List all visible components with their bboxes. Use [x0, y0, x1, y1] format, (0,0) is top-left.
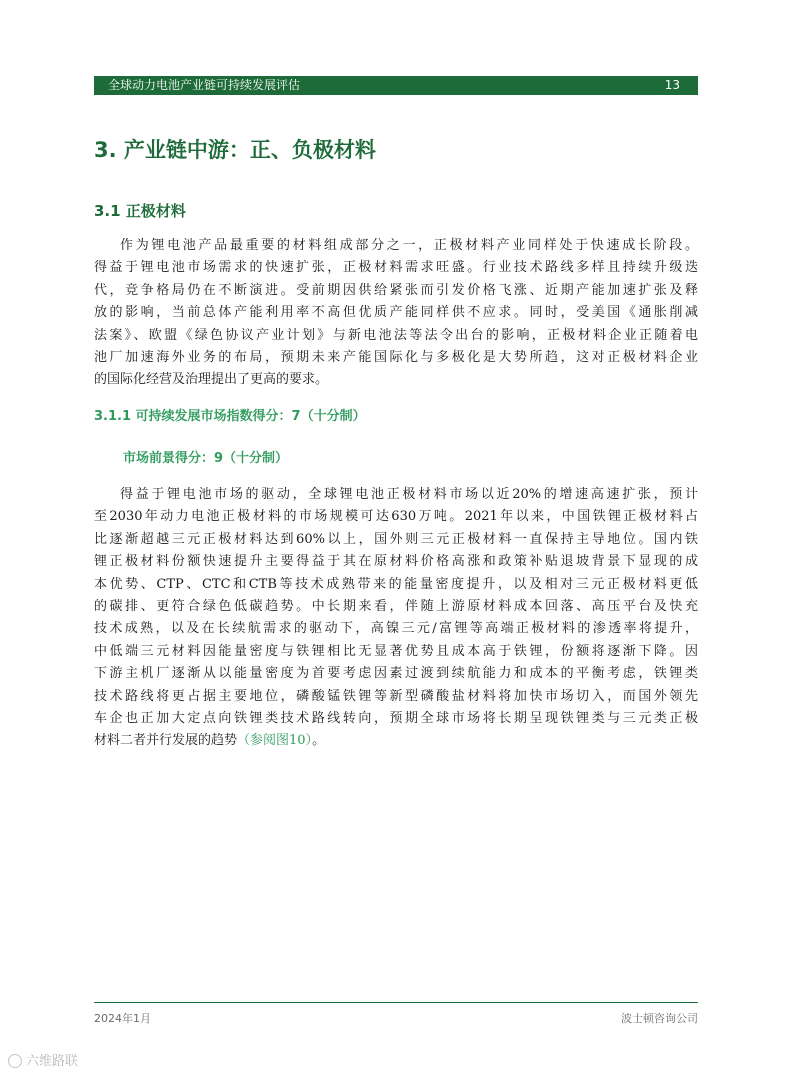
section-title: 3. 产业链中游：正、负极材料 [94, 138, 376, 162]
figure-reference-link[interactable]: （参阅图10） [237, 733, 313, 749]
paragraph-last-line [94, 730, 698, 752]
paragraph-line: 下游主机厂逐渐从以能量密度为首要考虑因素过渡到续航能力和成本的平衡考虑，铁锂类 [94, 666, 698, 682]
paragraph-line: 车企也正加大定点向铁锂类技术路线转向，预期全球市场将长期呈现铁锂类与三元类正极 [94, 711, 698, 727]
page-number: 13 [664, 78, 680, 92]
watermark-logo-icon [8, 1054, 22, 1068]
paragraph-line: 得益于锂电池市场需求的快速扩张，正极材料需求旺盛。行业技术路线多样且持续升级迭 [94, 260, 698, 276]
footer-date: 2024年1月 [94, 1012, 151, 1025]
paragraph-line: 代，竞争格局仍在不断演进。受前期因供给紧张而引发价格飞涨、近期产能加速扩张及释 [94, 282, 698, 298]
paragraph-line: 锂正极材料份额快速提升主要得益于其在原材料价格高涨和政策补贴退坡背景下显现的成 [94, 554, 698, 570]
paragraph-line: 的国际化经营及治理提出了更高的要求。 [94, 372, 329, 388]
footer-publisher: 波士顿咨询公司 [621, 1012, 698, 1025]
paragraph-line: 至2030年动力电池正极材料的市场规模可达630万吨。2021年以来，中国铁锂正极材料占 [94, 509, 698, 525]
watermark [8, 1050, 78, 1069]
paragraph-line-end: 。 [312, 733, 326, 749]
paragraph-line: 法案》、欧盟《绿色协议产业计划》与新电池法等法令出台的影响，正极材料企业正随着电 [94, 327, 698, 343]
paragraph-line: 比逐渐超越三元正极材料达到60%以上，国外则三元正极材料一直保持主导地位。国内铁 [94, 531, 698, 547]
subsubsection-title: 3.1.1 可持续发展市场指数得分：7（十分制） [94, 409, 366, 424]
paragraph-line: 得益于锂电池市场的驱动，全球锂电池正极材料市场以近20%的增速高速扩张，预计 [120, 487, 698, 502]
paragraph-line-text: 材料二者并行发展的趋势 [94, 733, 238, 749]
footer-divider [94, 1002, 698, 1003]
paragraph-line: 放的影响，当前总体产能利用率不高但优质产能同样供不应求。同时，受美国《通胀削减 [94, 305, 698, 321]
paragraph-line: 技术成熟，以及在长续航需求的驱动下，高镍三元/富锂等高端正极材料的渗透率将提升， [94, 621, 698, 637]
market-paragraph [94, 484, 698, 753]
paragraph-line: 本优势、CTP、CTC和CTB等技术成熟带来的能量密度提升，以及相对三元正极材料更低 [94, 576, 698, 592]
paragraph-line: 作为锂电池产品最重要的材料组成部分之一，正极材料产业同样处于快速成长阶段。 [120, 238, 698, 253]
paragraph-line: 的碳排、更符合绿色低碳趋势。中长期来看，伴随上游原材料成本回落、高压平台及快充 [94, 599, 698, 615]
score-heading: 市场前景得分：9（十分制） [123, 451, 289, 466]
subsection-title: 3.1 正极材料 [94, 202, 186, 220]
paragraph-line: 池厂加速海外业务的布局，预期未来产能国际化与多极化是大势所趋，这对正极材料企业 [94, 350, 698, 366]
header-title: 全球动力电池产业链可持续发展评估 [108, 78, 301, 92]
page-header-bar [94, 76, 698, 95]
cathode-intro-paragraph [94, 235, 698, 392]
watermark-text: 六维路联 [26, 1054, 79, 1069]
paragraph-line: 中低端三元材料因能量密度与铁锂相比无显著优势且成本高于铁锂，份额将逐渐下降。因 [94, 643, 698, 659]
paragraph-line: 技术路线将更占据主要地位，磷酸锰铁锂等新型磷酸盐材料将加快市场切入，而国外领先 [94, 688, 698, 704]
